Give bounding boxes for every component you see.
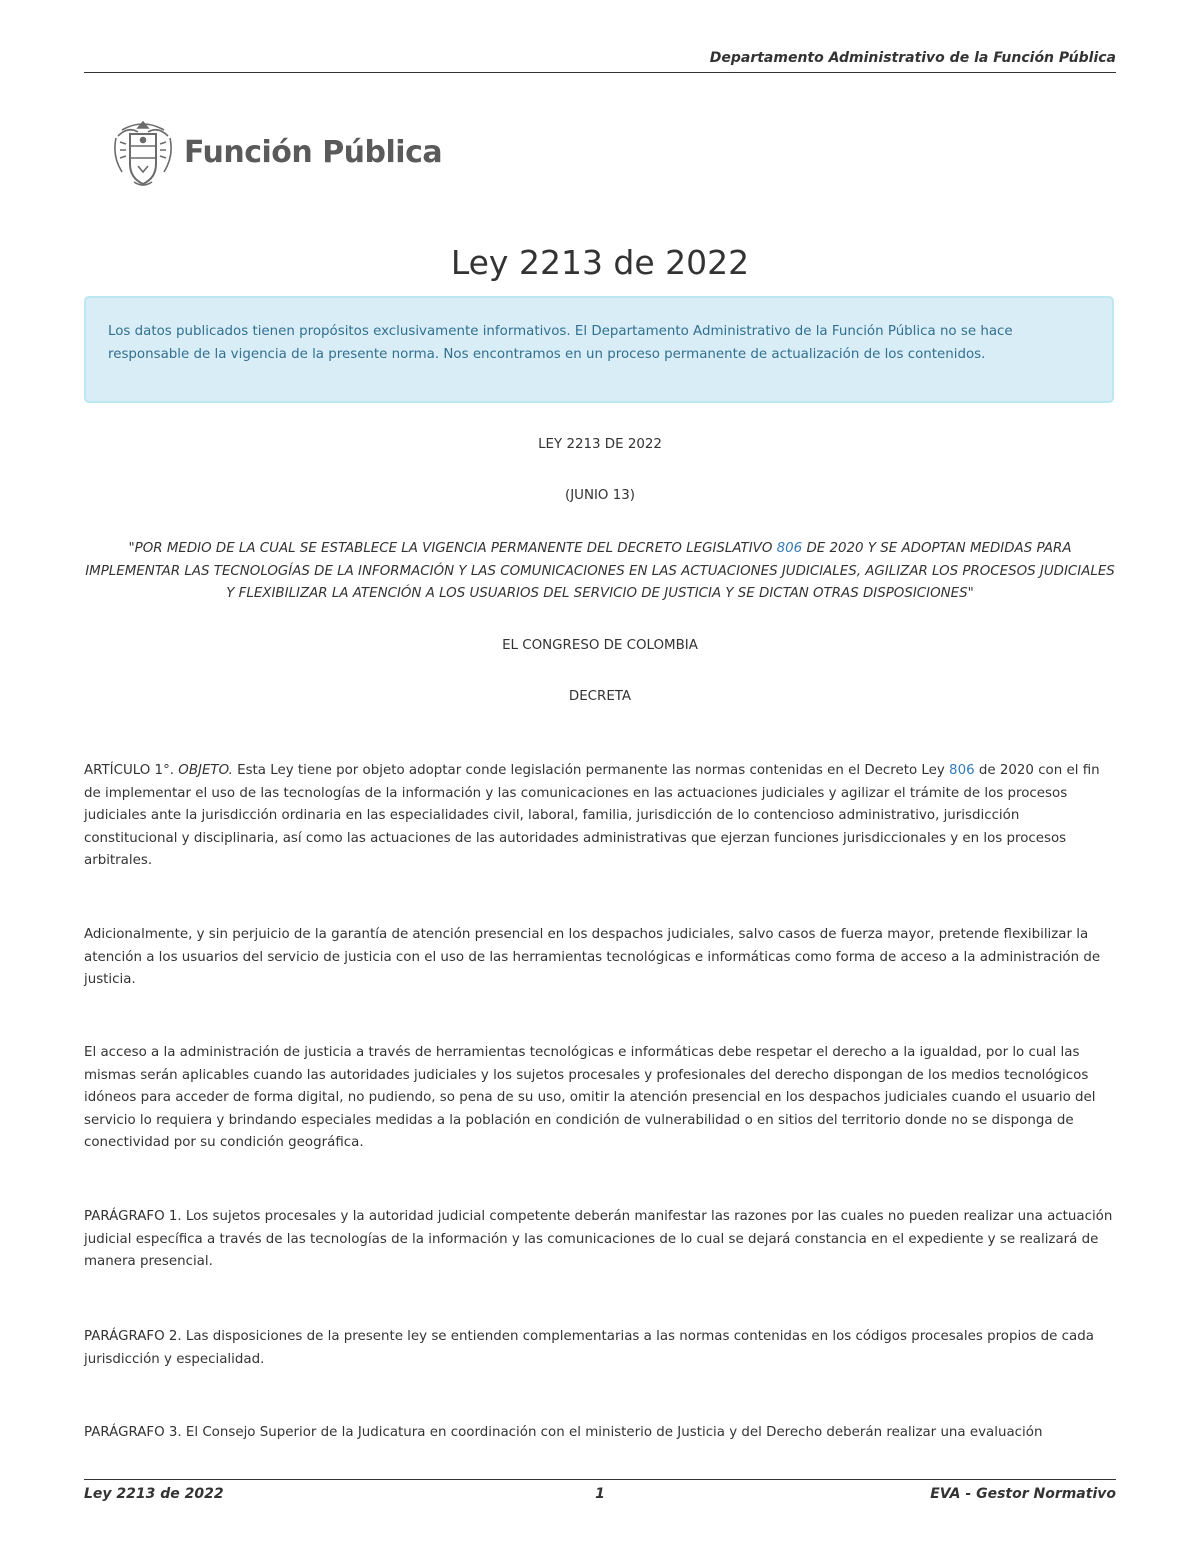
footer-divider: [84, 1479, 1116, 1480]
law-heading: LEY 2213 DE 2022: [538, 437, 662, 452]
paragrafo-1: PARÁGRAFO 1. Los sujetos procesales y la autoridad judicial competente deberán manifestar las razones por las cuales no pueden realizar una actuación judicial específica a través de las tecnologías de la información y las comunicaciones de lo cual se dejará constancia en el expediente y se realizará de manera presencial.: [84, 1209, 1113, 1269]
disclaimer-notice: Los datos publicados tienen propósitos exclusivamente informativos. El Departamento Administrativo de la Función Pública no se hace responsable de la vigencia de la presente norma. Nos encontramos en un proceso permanente de actualización de los contenidos.: [84, 296, 1114, 403]
page-title: Ley 2213 de 2022: [450, 243, 750, 282]
congress-heading: EL CONGRESO DE COLOMBIA: [502, 638, 698, 653]
funcion-publica-logo: [108, 116, 442, 188]
article-1: [84, 760, 1116, 873]
header-institution: Departamento Administrativo de la Función Pública: [709, 50, 1116, 66]
decreta-heading: DECRETA: [568, 689, 632, 704]
logo-text: Función Pública: [184, 134, 443, 170]
article-1-text-end: de 2020 con el fin de implementar el uso de las tecnologías de la información y las comunicaciones en las actuaciones judiciales y agilizar el trámite de los procesos judiciales ante la jurisdicción ordinaria en las especialidades civil, laboral, familia, jurisdicción de lo contencioso administrativo, jurisdicción constitucional y disciplinaria, así como las actuaciones de las autoridades administrativas que ejerzan funciones jurisdiccionales y en los procesos arbitrales.: [84, 763, 1100, 868]
law-date: (JUNIO 13): [564, 488, 635, 503]
page-number: 1: [595, 1486, 605, 1502]
header-divider: [84, 72, 1116, 73]
footer-app-name: EVA - Gestor Normativo: [930, 1486, 1116, 1502]
subtitle-text-start: "POR MEDIO DE LA CUAL SE ESTABLECE LA VIGENCIA PERMANENTE DEL DECRETO LEGISLATIVO: [128, 541, 777, 556]
article-1-text-start: Esta Ley tiene por objeto adoptar conde legislación permanente las normas contenidas en el Decreto Ley: [232, 763, 950, 778]
decreto-806-link[interactable]: 806: [776, 541, 803, 556]
article-1-label: ARTÍCULO 1°.: [84, 763, 179, 778]
law-subtitle: [84, 538, 1116, 606]
coat-of-arms-icon: [108, 116, 178, 188]
paragrafo-3: PARÁGRAFO 3. El Consejo Superior de la Judicatura en coordinación con el ministerio de Justicia y del Derecho deberán realizar una evaluación: [84, 1425, 1043, 1440]
paragraph-additionally: Adicionalmente, y sin perjuicio de la garantía de atención presencial en los despachos judiciales, salvo casos de fuerza mayor, pretende flexibilizar la atención a los usuarios del servicio de justicia con el uso de las herramientas tecnológicas e informáticas como forma de acceso a la administración de justicia.: [84, 927, 1101, 987]
subtitle-text-end: DE 2020 Y SE ADOPTAN MEDIDAS PARA IMPLEMENTAR LAS TECNOLOGÍAS DE LA INFORMACIÓN Y LAS COMUNICACIONES EN LAS ACTUACIONES JUDICIALES, AGILIZAR LOS PROCESOS JUDICIALES Y FLEXIBILIZAR LA ATENCIÓN A LOS USUARIOS DEL SERVICIO DE JUSTICIA Y SE DICTAN OTRAS DISPOSICIONES": [85, 541, 1115, 601]
paragrafo-2: PARÁGRAFO 2. Las disposiciones de la presente ley se entienden complementarias a las normas contenidas en los códigos procesales propios de cada jurisdicción y especialidad.: [84, 1329, 1094, 1367]
article-1-heading: OBJETO.: [178, 763, 233, 778]
paragraph-access: El acceso a la administración de justicia a través de herramientas tecnológicas e informáticas debe respetar el derecho a la igualdad, por lo cual las mismas serán aplicables cuando las autoridades judiciales y los sujetos procesales y profesionales del derecho dispongan de los medios tecnológicos idóneos para acceder de forma digital, no pudiendo, so pena de su uso, omitir la atención presencial en los despachos judiciales cuando el usuario del servicio lo requiera y brindando especiales medidas a la población en condición de vulnerabilidad o en sitios del territorio donde no se disponga de conectividad por su condición geográfica.: [84, 1045, 1096, 1150]
decreto-ley-806-link[interactable]: 806: [949, 763, 975, 778]
footer-law-title: Ley 2213 de 2022: [84, 1486, 224, 1502]
